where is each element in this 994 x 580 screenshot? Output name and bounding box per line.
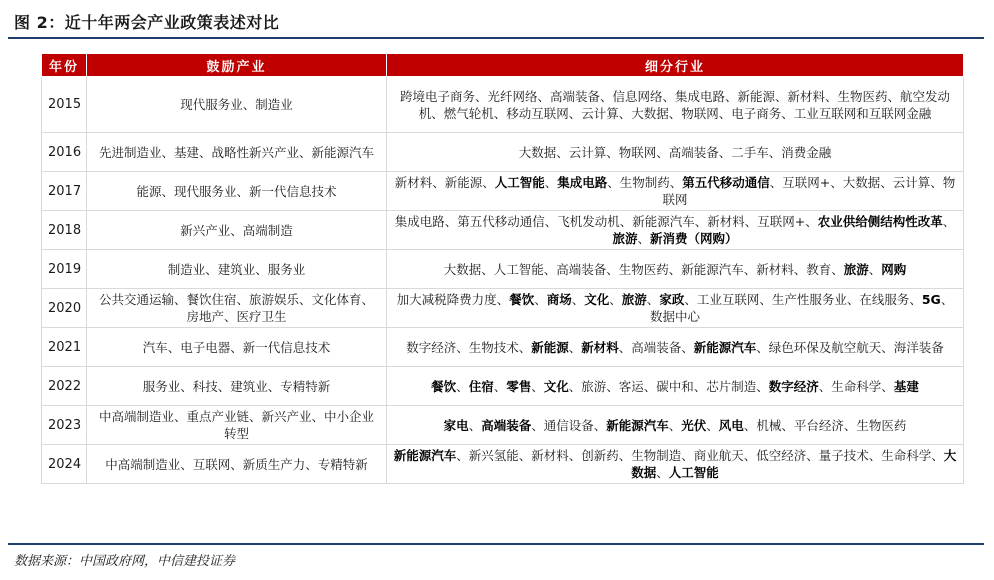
highlighted-industry: 新材料 [581, 339, 619, 355]
industry-text: 、 [942, 214, 956, 229]
industry-text: 、 [493, 378, 507, 394]
highlighted-industry: 新能源汽车 [393, 448, 457, 463]
cell-sub-industry [387, 328, 964, 367]
table-header-row [42, 54, 964, 77]
highlighted-industry: 文化 [543, 378, 569, 394]
highlighted-industry: 光伏 [681, 417, 707, 433]
highlighted-industry: 商场 [546, 292, 572, 307]
highlighted-industry: 餐饮 [509, 292, 535, 307]
cell-year: 2019 [42, 250, 87, 289]
highlighted-industry: 网购 [881, 261, 907, 277]
cell-encouraged-industry: 先进制造业、基建、战略性新兴产业、新能源汽车 [87, 133, 387, 172]
cell-year: 2024 [42, 445, 87, 484]
cell-encouraged-industry: 能源、现代服务业、新一代信息技术 [87, 172, 387, 211]
highlighted-industry: 基建 [893, 378, 919, 394]
table-row [42, 445, 964, 484]
highlighted-industry: 文化 [584, 292, 610, 307]
cell-year: 2017 [42, 172, 87, 211]
industry-text: 、 [544, 175, 558, 190]
source-note: 数据来源：中国政府网，中信建投证券 [14, 554, 236, 569]
industry-text: 、 [868, 261, 882, 277]
cell-encouraged-industry: 公共交通运输、餐饮住宿、旅游娱乐、文化体育、房地产、医疗卫生 [87, 289, 387, 328]
industry-text: 、 [456, 378, 469, 394]
cell-encouraged-industry: 现代服务业、制造业 [87, 77, 387, 133]
highlighted-industry: 旅游 [621, 292, 647, 307]
cell-year: 2021 [42, 328, 87, 367]
highlighted-industry: 第五代移动通信 [682, 175, 770, 190]
highlighted-industry: 数字经济 [768, 378, 819, 394]
industry-text: 、机械、平台经济、生物医药 [743, 417, 907, 433]
table-row [42, 77, 964, 133]
table-row [42, 211, 964, 250]
cell-year: 2018 [42, 211, 87, 250]
highlighted-industry: 零售 [506, 378, 532, 394]
cell-sub-industry [387, 77, 964, 133]
industry-text: 、旅游、客运、碳中和、芯片制造、 [568, 378, 769, 394]
industry-text: 、 [637, 231, 650, 246]
highlighted-industry: 高端装备 [481, 417, 532, 433]
cell-sub-industry [387, 250, 964, 289]
industry-text: 、高端装备、 [618, 339, 694, 355]
header-sub-industry: 细分行业 [387, 54, 964, 77]
highlighted-industry: 家电 [443, 417, 469, 433]
industry-text: 数字经济、生物技术、 [406, 339, 532, 355]
industry-text: 、互联网+、大数据、云计算、物联网 [662, 175, 956, 207]
industry-text: 、数据中心 [649, 292, 954, 324]
cell-year: 2015 [42, 77, 87, 133]
industry-text: 、 [706, 417, 719, 433]
industry-text: 、 [656, 465, 669, 480]
industry-text: 、 [668, 417, 682, 433]
table-row [42, 172, 964, 211]
cell-year: 2022 [42, 367, 87, 406]
cell-sub-industry [387, 172, 964, 211]
industry-text: 、新兴氢能、新材料、创新药、生物制造、商业航天、低空经济、量子技术、生命科学、 [456, 448, 944, 463]
cell-encouraged-industry: 新兴产业、高端制造 [87, 211, 387, 250]
cell-year: 2023 [42, 406, 87, 445]
industry-text: 、生命科学、 [818, 378, 894, 394]
highlighted-industry: 餐饮 [431, 378, 457, 394]
industry-text: 加大减税降费力度、 [396, 292, 510, 307]
highlighted-industry: 旅游 [843, 261, 869, 277]
industry-text: 、 [646, 292, 660, 307]
table-row [42, 133, 964, 172]
industry-text: 、 [534, 292, 547, 307]
highlighted-industry: 家政 [659, 292, 685, 307]
cell-year: 2020 [42, 289, 87, 328]
table-row [42, 328, 964, 367]
industry-text: 大数据、人工智能、高端装备、生物医药、新能源汽车、新材料、教育、 [443, 261, 844, 277]
cell-sub-industry [387, 445, 964, 484]
cell-year: 2016 [42, 133, 87, 172]
cell-sub-industry [387, 211, 964, 250]
highlighted-industry: 人工智能 [494, 175, 545, 190]
industry-text: 、通信设备、 [531, 417, 607, 433]
table-row [42, 406, 964, 445]
cell-sub-industry [387, 367, 964, 406]
industry-text: 大数据、云计算、物联网、高端装备、二手车、消费金融 [518, 144, 832, 160]
industry-text: 、 [568, 339, 582, 355]
highlighted-industry: 风电 [718, 417, 744, 433]
industry-text: 跨境电子商务、光纤网络、高端装备、信息网络、集成电路、新能源、新材料、生物医药、航空发动机、燃气轮机、移动互联网、云计算、大数据、物联网、电子商务、工业互联网和互联网金融 [399, 88, 950, 121]
industry-text: 、 [531, 378, 544, 394]
cell-sub-industry [387, 406, 964, 445]
industry-text: 、 [609, 292, 622, 307]
highlighted-industry: 人工智能 [668, 465, 719, 480]
title-divider [8, 37, 984, 39]
industry-text: 、 [571, 292, 585, 307]
industry-text: 、工业互联网、生产性服务业、在线服务、 [684, 292, 922, 307]
cell-sub-industry [387, 133, 964, 172]
industry-text: 集成电路、第五代移动通信、飞机发动机、新能源汽车、新材料、互联网+、 [394, 214, 818, 229]
source-divider [8, 543, 984, 545]
industry-text: 、 [468, 417, 482, 433]
header-year: 年份 [42, 54, 87, 77]
cell-sub-industry [387, 289, 964, 328]
highlighted-industry: 集成电路 [557, 175, 608, 190]
cell-encouraged-industry: 汽车、电子电器、新一代信息技术 [87, 328, 387, 367]
highlighted-industry: 大数据 [631, 448, 957, 480]
highlighted-industry: 新能源汽车 [606, 417, 669, 433]
cell-encouraged-industry: 中高端制造业、重点产业链、新兴产业、中小企业转型 [87, 406, 387, 445]
industry-text: 、生物制药、 [607, 175, 683, 190]
figure-title: 图 2：近十年两会产业政策表述对比 [14, 13, 280, 32]
header-encouraged-industry: 鼓励产业 [87, 54, 387, 77]
industry-text: 、绿色环保及航空航天、海洋装备 [756, 339, 944, 355]
highlighted-industry: 农业供给侧结构性改革 [817, 214, 943, 229]
cell-encouraged-industry: 制造业、建筑业、服务业 [87, 250, 387, 289]
highlighted-industry: 住宿 [468, 378, 494, 394]
table-row [42, 250, 964, 289]
cell-encouraged-industry: 中高端制造业、互联网、新质生产力、专精特新 [87, 445, 387, 484]
highlighted-industry: 新能源 [531, 339, 569, 355]
industry-text: 新材料、新能源、 [394, 175, 495, 190]
highlighted-industry: 5G [921, 292, 941, 307]
policy-comparison-table [41, 53, 964, 484]
cell-encouraged-industry: 服务业、科技、建筑业、专精特新 [87, 367, 387, 406]
table-row [42, 367, 964, 406]
highlighted-industry: 旅游 [612, 231, 638, 246]
highlighted-industry: 新能源汽车 [693, 339, 757, 355]
table-row [42, 289, 964, 328]
highlighted-industry: 新消费（网购） [650, 231, 738, 246]
